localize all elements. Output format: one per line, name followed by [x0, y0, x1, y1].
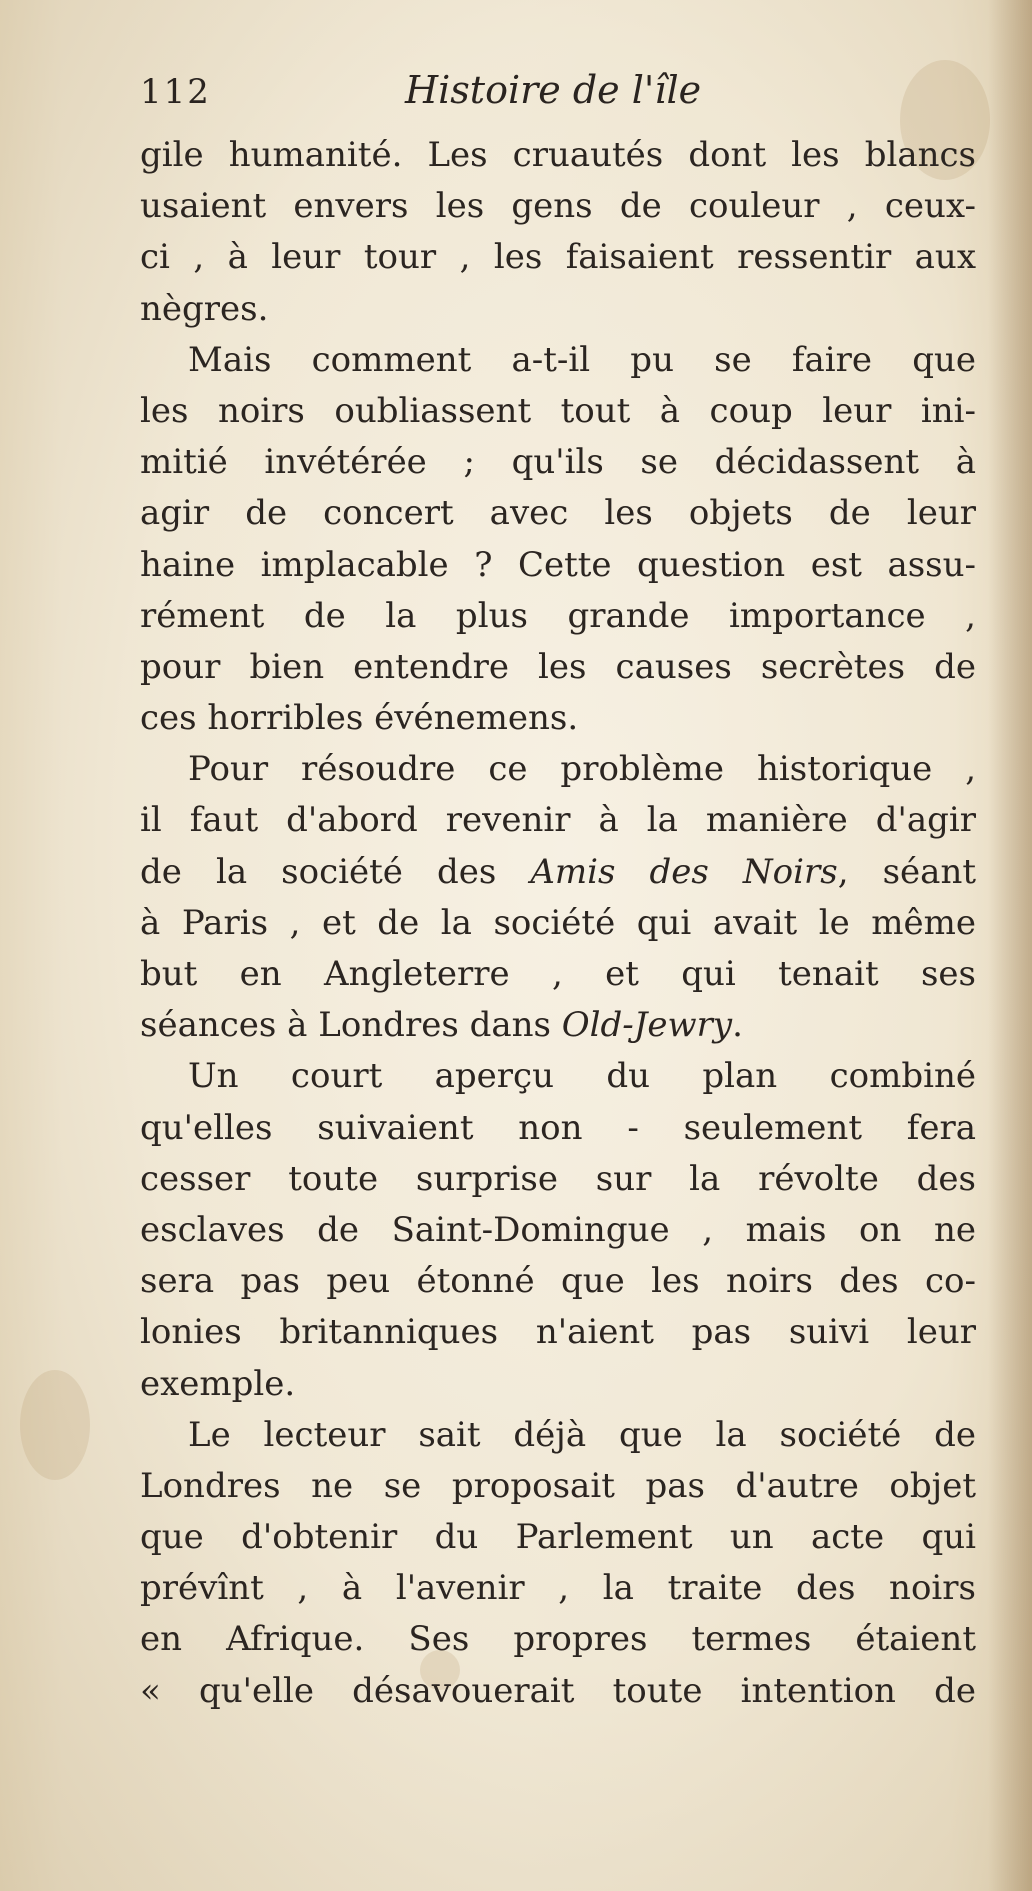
text-line: exemple.: [140, 1363, 296, 1404]
text-line: nègres.: [140, 288, 269, 329]
text-line: pour bien entendre les causes secrètes de: [140, 646, 976, 687]
italic-place-name: Old-Jewry: [561, 1005, 733, 1046]
text-segment: de la société des: [140, 851, 497, 892]
text-line: esclaves de Saint-Domingue , mais on ne: [140, 1209, 976, 1250]
running-title: Histoire de l'île: [405, 68, 702, 112]
text-line: les noirs oubliassent tout à coup leur ini-: [140, 390, 976, 431]
text-line: sera pas peu étonné que les noirs des co-: [140, 1261, 976, 1302]
text-line: à Paris , et de la société qui avait le même: [140, 902, 976, 943]
text-line: Un court aperçu du plan combiné: [188, 1056, 976, 1097]
body-text: [140, 130, 976, 1717]
text-line: but en Angleterre , et qui tenait ses: [140, 954, 976, 994]
text-line: [140, 847, 976, 898]
text-line: cesser toute surprise sur la révolte des: [140, 1158, 976, 1199]
text-line: Pour résoudre ce problème historique ,: [188, 749, 976, 790]
text-line: Mais comment a-t-il pu se faire que: [188, 339, 976, 380]
text-line: agir de concert avec les objets de leur: [140, 493, 976, 534]
text-line: gile humanité. Les cruautés dont les blancs: [140, 135, 976, 175]
text-line: ci , à leur tour , les faisaient ressentir aux: [140, 237, 976, 278]
text-line: mitié invétérée ; qu'ils se décidassent à: [140, 442, 976, 483]
running-head: [140, 68, 970, 128]
page-number: 112: [140, 72, 211, 112]
text-line: rément de la plus grande importance ,: [140, 595, 976, 636]
text-line: [140, 1000, 976, 1051]
text-line: lonies britanniques n'aient pas suivi leur: [140, 1312, 976, 1353]
text-segment: , séant: [837, 851, 976, 892]
text-line: il faut d'abord revenir à la manière d'agir: [140, 800, 976, 841]
text-segment: séances à Londres dans: [140, 1005, 551, 1046]
italic-society-name: Amis des Noirs: [530, 851, 838, 892]
text-segment: .: [732, 1005, 743, 1046]
page-edge-shadow: [988, 0, 1032, 1891]
text-line: haine implacable ? Cette question est assu-: [140, 544, 976, 585]
paper-stain: [20, 1370, 90, 1480]
paragraph-2: [140, 335, 976, 745]
paragraph-1: [140, 130, 976, 335]
text-line: en Afrique. Ses propres termes étaient: [140, 1619, 976, 1660]
text-line: « qu'elle désavouerait toute intention de: [140, 1670, 976, 1711]
text-line: usaient envers les gens de couleur , ceux-: [140, 186, 976, 227]
text-line: ces horribles événemens.: [140, 698, 579, 739]
text-line: Le lecteur sait déjà que la société de: [188, 1414, 976, 1455]
text-line: que d'obtenir du Parlement un acte qui: [140, 1517, 976, 1558]
paragraph-5: [140, 1410, 976, 1717]
text-line: qu'elles suivaient non - seulement fera: [140, 1107, 976, 1148]
paragraph-3: [140, 744, 976, 1051]
text-line: prévînt , à l'avenir , la traite des noirs: [140, 1568, 976, 1609]
paragraph-4: [140, 1051, 976, 1409]
text-line: Londres ne se proposait pas d'autre objet: [140, 1465, 976, 1506]
